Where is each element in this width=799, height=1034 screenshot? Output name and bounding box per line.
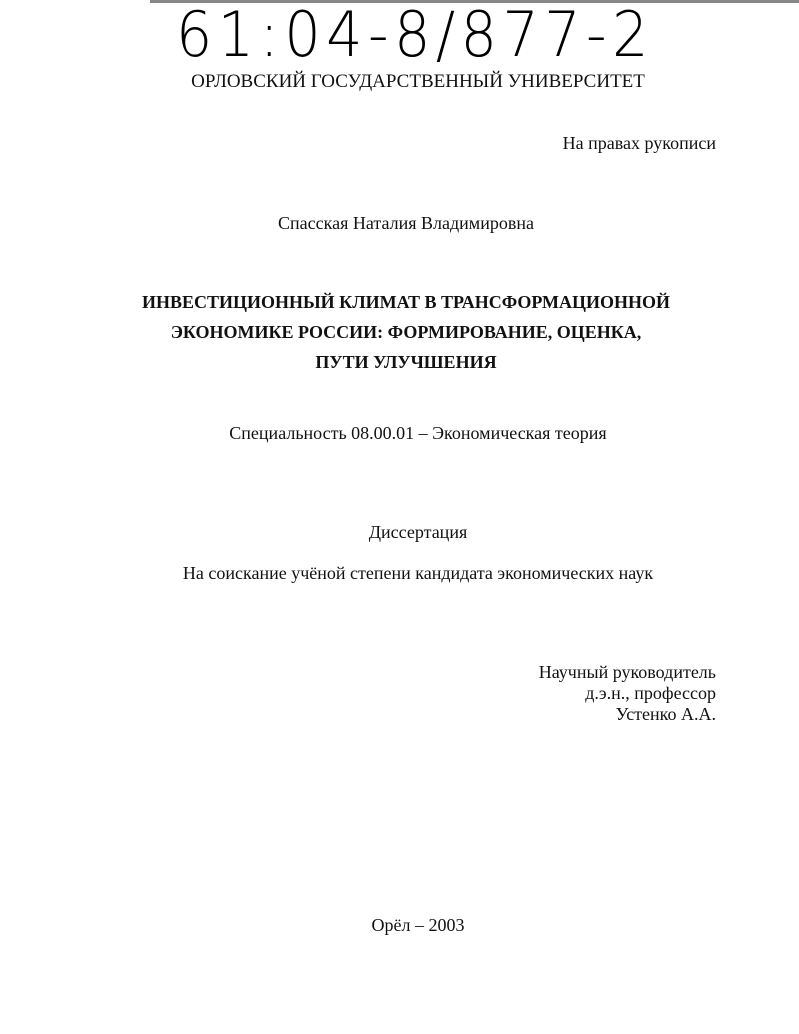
author-name: Спасская Наталия Владимировна bbox=[278, 213, 534, 233]
title-line-1: ИНВЕСТИЦИОННЫЙ КЛИМАТ В ТРАНСФОРМАЦИОННОЙ bbox=[141, 292, 671, 312]
title-line-2: ЭКОНОМИКЕ РОССИИ: ФОРМИРОВАНИЕ, ОЦЕНКА, bbox=[170, 322, 642, 342]
title-line-3: ПУТИ УЛУЧШЕНИЯ bbox=[315, 352, 497, 372]
advisor-name: Устенко А.А. bbox=[615, 704, 716, 724]
manuscript-rights: На правах рукописи bbox=[562, 133, 716, 153]
document-type: Диссертация bbox=[368, 522, 468, 542]
advisor-label: Научный руководитель bbox=[538, 662, 716, 682]
handwritten-archive-number: 61:04-8/877-2 bbox=[176, 0, 654, 71]
degree-statement: На соискание учёной степени кандидата экономических наук bbox=[182, 563, 654, 583]
university-name: ОРЛОВСКИЙ ГОСУДАРСТВЕННЫЙ УНИВЕРСИТЕТ bbox=[191, 71, 645, 92]
city-year: Орёл – 2003 bbox=[371, 915, 465, 935]
advisor-degree: д.э.н., профессор bbox=[585, 683, 716, 703]
specialty: Специальность 08.00.01 – Экономическая теория bbox=[229, 423, 607, 443]
